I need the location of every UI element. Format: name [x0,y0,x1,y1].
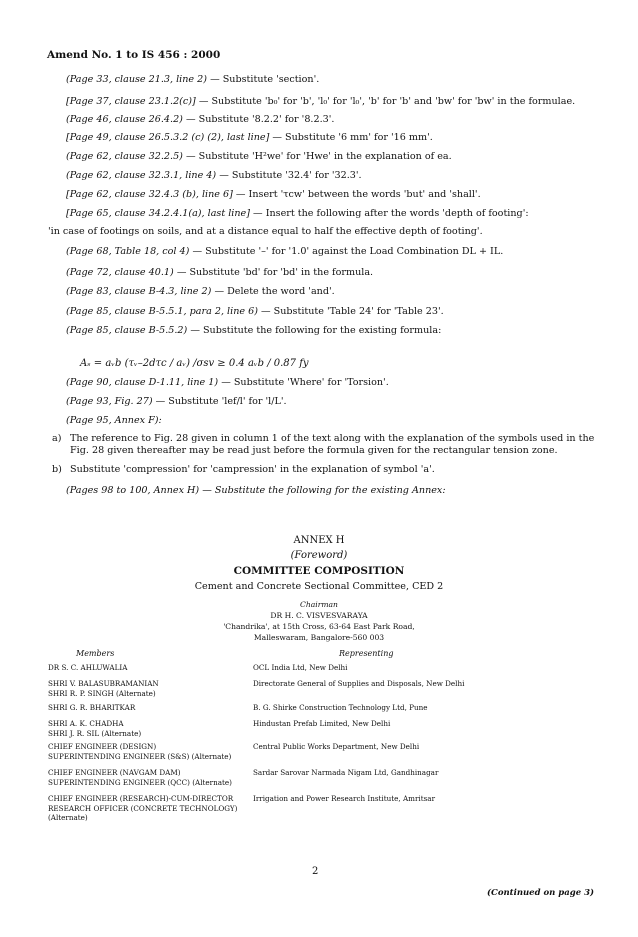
sub-item-label: b) [52,464,62,475]
member-representing: B. G. Shirke Construction Technology Ltd, Pune [253,703,428,712]
amendment-text: — Substitute 'lef/l' for 'l/L'. [155,396,287,407]
amendment-text: — Substitute 'section'. [210,74,320,85]
amendment-line [66,286,335,297]
amendment-text: — Delete the word 'and'. [214,286,335,297]
member-name: SHRI A. K. CHADHA SHRI J. R. SIL (Alternate) [48,719,142,738]
amendment-ref: (Page 62, clause 32.3.1, line 4) [66,170,217,181]
amendment-line [66,246,503,257]
amendment-ref: (Page 85, clause B-5.5.2) [66,325,188,336]
formula: Aₛ = aᵥb (τᵥ–2dτc / aᵥ) /σsv ≥ 0.4 aᵥb / 0.87 fy [80,358,309,369]
amendment-text: — Insert the following after the words 'depth of footing': [253,208,529,219]
chairman-name: DR H. C. VISVESVARAYA [270,611,368,620]
members-label: Members [76,649,115,658]
sub-item-a [52,433,600,457]
amendment-ref: (Page 62, clause 32.2.5) [66,151,183,162]
amendment-line [66,306,444,317]
sub-item-text: The reference to Fig. 28 given in column 1 of the text along with the explanation of the symbols used in the Fig. 28 given thereafter may be read just before the formula given for the rectangular tension zone. [70,433,595,456]
annex-title: ANNEX H [293,535,345,546]
amendment-ref: (Page 46, clause 26.4.2) [66,114,183,125]
member-representing: Hindustan Prefab Limited, New Delhi [253,719,391,728]
amendment-text: — Substitute 'H²we' for 'Hwe' in the explanation of ea. [185,151,452,162]
amendment-ref: (Page 90, clause D-1.11, line 1) [66,377,219,388]
chairman-label: Chairman [300,600,338,609]
amendment-text: 'in case of footings on soils, and at a distance equal to half the effective depth of footing'. [48,226,483,237]
committee-name: Cement and Concrete Sectional Committee, CED 2 [194,581,444,592]
amendment-ref: (Page 85, clause B-5.5.1, para 2, line 6) [66,306,258,317]
amendment-line [48,226,483,237]
annex-foreword: (Foreword) [290,550,348,561]
document-header: Amend No. 1 to IS 456 : 2000 [47,49,221,61]
amendment-ref: (Page 83, clause B-4.3, line 2) [66,286,212,297]
amendment-line [66,377,389,388]
amendment-line [66,396,287,407]
member-representing: Central Public Works Department, New Delhi [253,742,420,751]
continued-note: (Continued on page 3) [487,888,594,898]
annex-intro: (Pages 98 to 100, Annex H) — Substitute the following for the existing Annex: [66,485,446,496]
amendment-line [66,189,481,200]
amendment-text: — Substitute '–' for '1.0' against the Load Combination DL + IL. [192,246,504,257]
amendment-ref: (Page 68, Table 18, col 4) [66,246,190,257]
annex-heading: COMMITTEE COMPOSITION [233,565,405,577]
member-name: SHRI G. R. BHARITKAR [48,703,136,712]
amendment-text: — Substitute '32.4' for '32.3'. [219,170,362,181]
member-name: DR S. C. AHLUWALIA [48,663,128,672]
representing-label: Representing [339,649,394,658]
amendment-text: — Insert 'τcw' between the words 'but' and 'shall'. [235,189,481,200]
amendment-ref: [Page 37, clause 23.1.2(c)] [66,96,196,107]
amendment-line [66,132,433,143]
member-representing: Irrigation and Power Research Institute, Amritsar [253,794,435,803]
chairman-address-2: Malleswaram, Bangalore-560 003 [253,633,385,642]
amendment-ref: (Page 72, clause 40.1) [66,267,174,278]
chairman-address-1: 'Chandrika', at 15th Cross, 63-64 East Park Road, [223,622,415,631]
amendment-text: — Substitute 'bd' for 'bd' in the formula. [176,267,374,278]
amendment-line [66,114,334,125]
member-name: SHRI V. BALASUBRAMANIAN SHRI R. P. SINGH (Alternate) [48,679,159,698]
sub-item-b [52,464,600,475]
sub-item-text: Substitute 'compression' for 'campression' in the explanation of symbol 'a'. [70,464,435,475]
amendment-ref: (Page 95, Annex F): [66,415,162,426]
amendment-text: — Substitute 'Table 24' for 'Table 23'. [261,306,444,317]
amendment-line [66,208,529,219]
amendment-line [66,96,575,107]
amendment-text: — Substitute '6 mm' for '16 mm'. [272,132,433,143]
amendment-ref: [Page 62, clause 32.4.3 (b), line 6] [66,189,233,200]
amendment-text: — Substitute '8.2.2' for '8.2.3'. [185,114,335,125]
amendment-ref: [Page 49, clause 26.5.3.2 (c) (2), last line] [66,132,270,143]
amendment-ref: [Page 65, clause 34.2.4.1(a), last line] [66,208,250,219]
amendment-text: — Substitute 'b₀' for 'b', 'l₀' for 'l₀', 'b' for 'b' and 'bw' for 'bw' in the formulae. [198,96,576,107]
amendment-line [66,267,373,278]
amendment-line [66,74,319,85]
amendment-ref: (Page 33, clause 21.3, line 2) [66,74,208,85]
amendment-text: — Substitute the following for the existing formula: [190,325,442,336]
member-name: CHIEF ENGINEER (DESIGN) SUPERINTENDING ENGINEER (S&S) (Alternate) [48,742,232,761]
amendment-line [66,151,452,162]
amendment-line [66,415,162,426]
amendment-line [66,325,441,336]
amendment-ref: (Page 93, Fig. 27) [66,396,153,407]
amendment-line [66,170,362,181]
sub-item-label: a) [52,433,62,444]
member-name: CHIEF ENGINEER (RESEARCH)-CUM-DIRECTOR RESEARCH OFFICER (CONCRETE TECHNOLOGY) (Alternate) [48,794,238,822]
member-name: CHIEF ENGINEER (NAVGAM DAM) SUPERINTENDING ENGINEER (QCC) (Alternate) [48,768,232,787]
page-number: 2 [312,866,319,877]
member-representing: Directorate General of Supplies and Disposals, New Delhi [253,679,465,688]
member-representing: Sardar Sarovar Narmada Nigam Ltd, Gandhinagar [253,768,439,777]
amendment-text: — Substitute 'Where' for 'Torsion'. [221,377,389,388]
member-representing: OCL India Ltd, New Delhi [253,663,348,672]
